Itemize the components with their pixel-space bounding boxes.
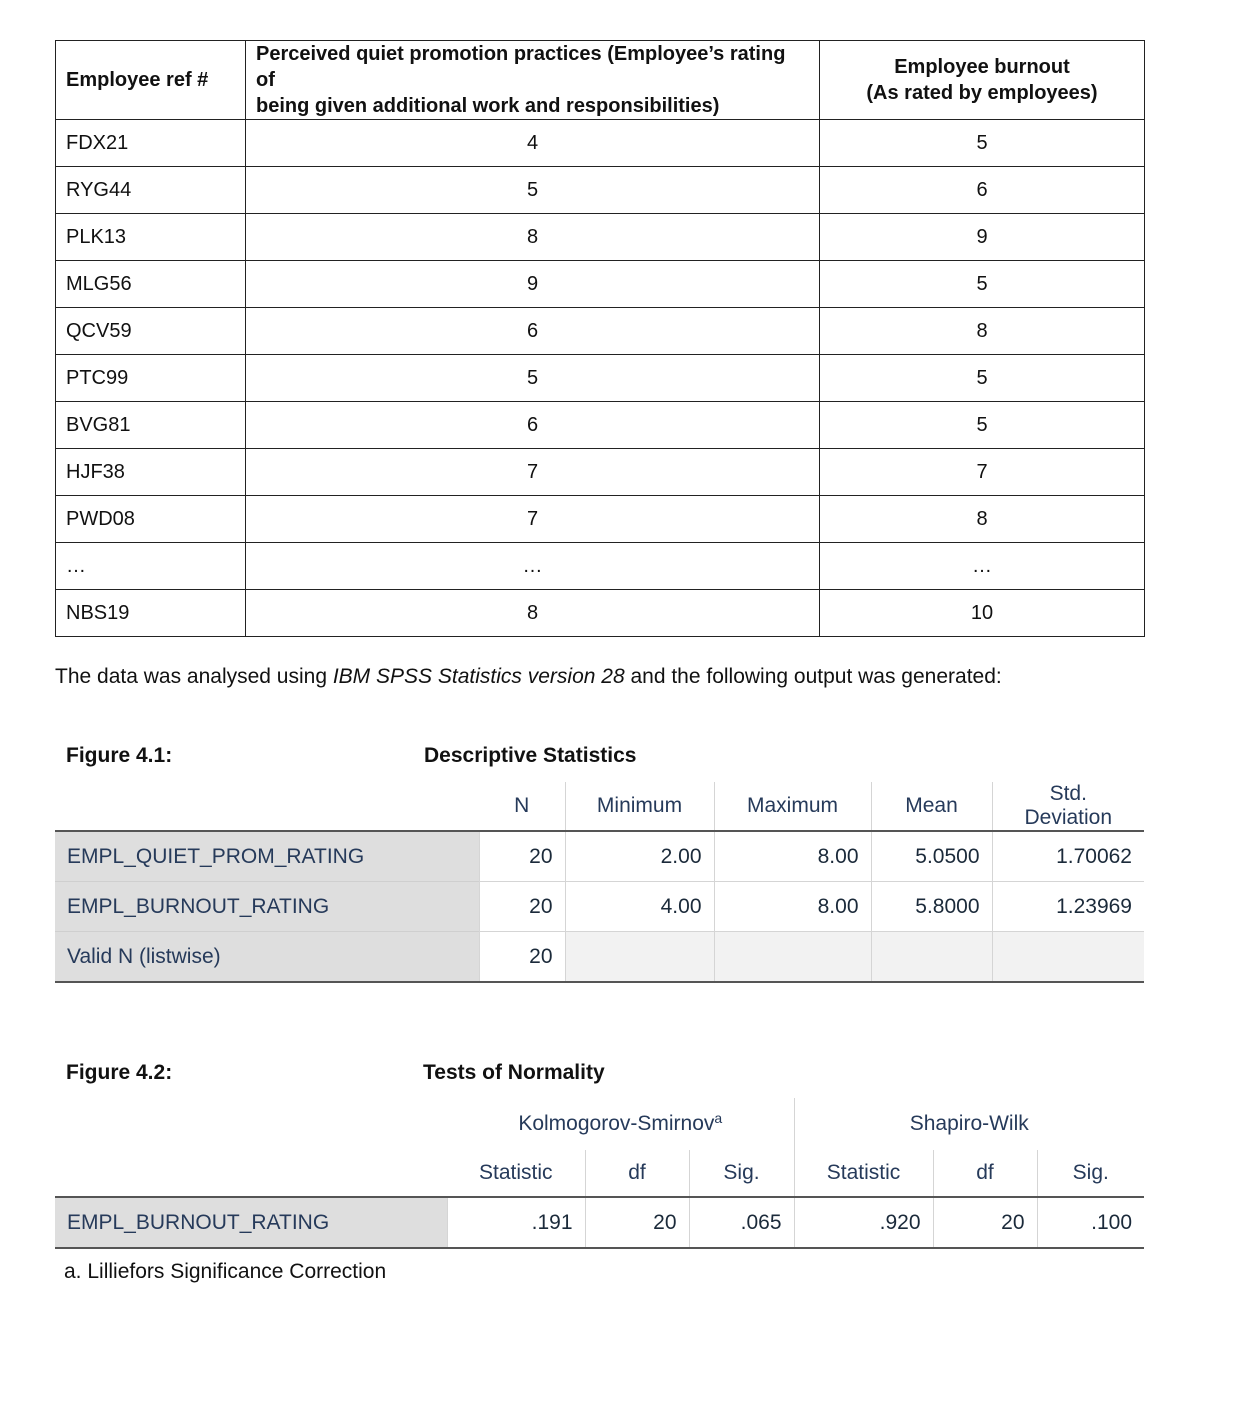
tests-of-normality-title: Tests of Normality bbox=[423, 1061, 605, 1084]
header-promotion-practices bbox=[246, 41, 820, 120]
header-promotion-line1: Perceived quiet promotion practices (Employee’s rating of bbox=[256, 43, 786, 91]
desc-col-maximum: Maximum bbox=[714, 782, 871, 831]
desc-col-minimum: Minimum bbox=[565, 782, 714, 831]
data-table-row bbox=[56, 261, 1145, 308]
sw-cell-sig: .100 bbox=[1037, 1197, 1144, 1248]
data-table-row bbox=[56, 167, 1145, 214]
desc-cell-sd: 1.23969 bbox=[992, 882, 1144, 932]
cell-employee-ref: PLK13 bbox=[56, 214, 246, 261]
data-table-row bbox=[56, 308, 1145, 355]
cell-employee-ref: PWD08 bbox=[56, 496, 246, 543]
cell-employee-ref: … bbox=[56, 543, 246, 590]
employee-data-table bbox=[55, 40, 1145, 637]
norm-header-empty bbox=[55, 1150, 447, 1197]
lilliefors-footnote: a. Lilliefors Significance Correction bbox=[64, 1260, 387, 1283]
cell-promotion-rating: 6 bbox=[246, 308, 820, 355]
desc-row-quiet-prom bbox=[55, 831, 1144, 882]
tests-of-normality-table bbox=[55, 1098, 1144, 1249]
data-table-row bbox=[56, 543, 1145, 590]
cell-employee-ref: HJF38 bbox=[56, 449, 246, 496]
data-table-row bbox=[56, 496, 1145, 543]
desc-cell-n: 20 bbox=[479, 831, 565, 882]
cell-employee-ref: BVG81 bbox=[56, 402, 246, 449]
intro-software: IBM SPSS Statistics version 28 bbox=[332, 665, 625, 688]
desc-cell-n: 20 bbox=[479, 932, 565, 983]
sw-col-sig: Sig. bbox=[1037, 1150, 1144, 1197]
ks-cell-statistic: .191 bbox=[447, 1197, 585, 1248]
descriptive-statistics-table bbox=[55, 782, 1144, 983]
cell-promotion-rating: 4 bbox=[246, 120, 820, 167]
ks-label: Kolmogorov-Smirnov bbox=[518, 1112, 715, 1135]
header-employee-ref: Employee ref # bbox=[56, 41, 246, 120]
desc-cell-empty bbox=[871, 932, 992, 983]
figure-4-2-label: Figure 4.2: bbox=[66, 1061, 173, 1084]
cell-burnout-rating: 5 bbox=[820, 402, 1145, 449]
desc-cell-max: 8.00 bbox=[714, 831, 871, 882]
cell-employee-ref: QCV59 bbox=[56, 308, 246, 355]
cell-employee-ref: FDX21 bbox=[56, 120, 246, 167]
header-employee-burnout bbox=[820, 41, 1145, 120]
desc-cell-sd: 1.70062 bbox=[992, 831, 1144, 882]
cell-promotion-rating: … bbox=[246, 543, 820, 590]
cell-burnout-rating: 5 bbox=[820, 120, 1145, 167]
desc-row-label: Valid N (listwise) bbox=[55, 932, 479, 983]
cell-burnout-rating: 10 bbox=[820, 590, 1145, 637]
norm-row-burnout bbox=[55, 1197, 1144, 1248]
desc-cell-n: 20 bbox=[479, 882, 565, 932]
header-promotion-line2: being given additional work and responsibilities) bbox=[256, 95, 720, 117]
cell-burnout-rating: 5 bbox=[820, 355, 1145, 402]
cell-promotion-rating: 9 bbox=[246, 261, 820, 308]
desc-cell-mean: 5.0500 bbox=[871, 831, 992, 882]
intro-text bbox=[55, 665, 1002, 689]
data-table-row bbox=[56, 120, 1145, 167]
figure-4-1-label: Figure 4.1: bbox=[66, 744, 173, 767]
cell-burnout-rating: 6 bbox=[820, 167, 1145, 214]
desc-col-std-deviation: Std. Deviation bbox=[992, 782, 1144, 831]
norm-col-header-row bbox=[55, 1150, 1144, 1197]
data-table-row bbox=[56, 214, 1145, 261]
desc-cell-min: 2.00 bbox=[565, 831, 714, 882]
cell-burnout-rating: 8 bbox=[820, 496, 1145, 543]
cell-promotion-rating: 8 bbox=[246, 214, 820, 261]
desc-cell-mean: 5.8000 bbox=[871, 882, 992, 932]
desc-cell-empty bbox=[565, 932, 714, 983]
desc-row-burnout bbox=[55, 882, 1144, 932]
norm-group-empty bbox=[55, 1098, 447, 1150]
desc-header-empty bbox=[55, 782, 479, 831]
cell-burnout-rating: 9 bbox=[820, 214, 1145, 261]
norm-group-header-row bbox=[55, 1098, 1144, 1150]
cell-burnout-rating: 8 bbox=[820, 308, 1145, 355]
desc-col-n: N bbox=[479, 782, 565, 831]
desc-row-label: EMPL_BURNOUT_RATING bbox=[55, 882, 479, 932]
desc-col-mean: Mean bbox=[871, 782, 992, 831]
ks-footnote-marker: a bbox=[714, 1110, 723, 1126]
ks-cell-sig: .065 bbox=[689, 1197, 794, 1248]
cell-promotion-rating: 7 bbox=[246, 496, 820, 543]
cell-promotion-rating: 8 bbox=[246, 590, 820, 637]
cell-burnout-rating: 7 bbox=[820, 449, 1145, 496]
sw-cell-df: 20 bbox=[933, 1197, 1037, 1248]
desc-cell-empty bbox=[714, 932, 871, 983]
sw-col-statistic: Statistic bbox=[794, 1150, 933, 1197]
desc-cell-min: 4.00 bbox=[565, 882, 714, 932]
kolmogorov-smirnov-header bbox=[447, 1098, 794, 1150]
norm-row-label: EMPL_BURNOUT_RATING bbox=[55, 1197, 447, 1248]
sw-cell-statistic: .920 bbox=[794, 1197, 933, 1248]
cell-employee-ref: PTC99 bbox=[56, 355, 246, 402]
desc-row-valid-n bbox=[55, 932, 1144, 983]
ks-cell-df: 20 bbox=[585, 1197, 689, 1248]
cell-burnout-rating: … bbox=[820, 543, 1145, 590]
ks-col-statistic: Statistic bbox=[447, 1150, 585, 1197]
cell-promotion-rating: 5 bbox=[246, 355, 820, 402]
data-table-row bbox=[56, 355, 1145, 402]
shapiro-wilk-header: Shapiro-Wilk bbox=[794, 1098, 1144, 1150]
cell-promotion-rating: 5 bbox=[246, 167, 820, 214]
cell-promotion-rating: 7 bbox=[246, 449, 820, 496]
header-burnout-line2: (As rated by employees) bbox=[866, 82, 1098, 104]
desc-cell-empty bbox=[992, 932, 1144, 983]
data-table-row bbox=[56, 402, 1145, 449]
ks-col-sig: Sig. bbox=[689, 1150, 794, 1197]
data-table-row bbox=[56, 449, 1145, 496]
desc-header-row bbox=[55, 782, 1144, 831]
sw-col-df: df bbox=[933, 1150, 1037, 1197]
cell-employee-ref: MLG56 bbox=[56, 261, 246, 308]
data-table-header-row bbox=[56, 41, 1145, 120]
cell-employee-ref: NBS19 bbox=[56, 590, 246, 637]
ks-col-df: df bbox=[585, 1150, 689, 1197]
cell-employee-ref: RYG44 bbox=[56, 167, 246, 214]
desc-cell-max: 8.00 bbox=[714, 882, 871, 932]
desc-row-label: EMPL_QUIET_PROM_RATING bbox=[55, 831, 479, 882]
cell-burnout-rating: 5 bbox=[820, 261, 1145, 308]
descriptive-statistics-title: Descriptive Statistics bbox=[424, 744, 637, 767]
intro-after: and the following output was generated: bbox=[624, 665, 1002, 688]
data-table-row bbox=[56, 590, 1145, 637]
cell-promotion-rating: 6 bbox=[246, 402, 820, 449]
intro-before: The data was analysed using bbox=[55, 665, 333, 688]
header-burnout-line1: Employee burnout bbox=[894, 56, 1070, 78]
